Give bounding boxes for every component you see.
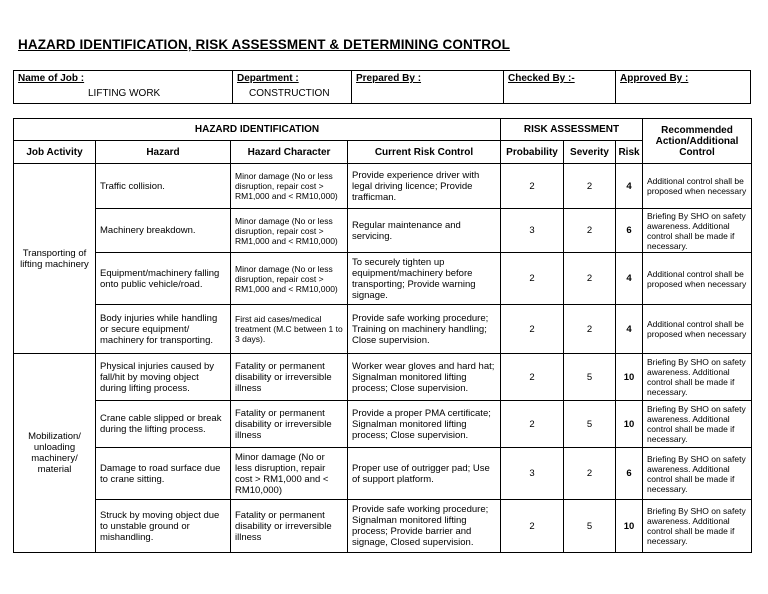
risk-control-cell: Provide a proper PMA certificate; Signalman monitored lifting process; Close supervision.	[348, 401, 501, 448]
risk-control-cell: Worker wear gloves and hard hat; Signalman monitored lifting process; Close supervision.	[348, 354, 501, 401]
severity-cell: 5	[564, 401, 616, 448]
severity-cell: 2	[564, 209, 616, 253]
probability-header: Probability	[501, 141, 564, 164]
prepared-by-cell	[352, 71, 504, 104]
department-cell	[233, 71, 352, 104]
recommended-cell: Additional control shall be proposed when necessary	[643, 253, 752, 305]
risk-control-cell: Provide safe working procedure; Signalman monitored lifting process; Provide barrier and signage, Closed supervision.	[348, 500, 501, 553]
name-of-job-label: Name of Job :	[18, 73, 85, 84]
current-risk-control-header: Current Risk Control	[348, 141, 501, 164]
recommended-cell: Briefing By SHO on safety awareness. Additional control shall be made if necessary.	[643, 354, 752, 401]
recommended-cell: Briefing By SHO on safety awareness. Additional control shall be made if necessary.	[643, 448, 752, 500]
hazard-cell: Traffic collision.	[96, 164, 231, 209]
probability-cell: 2	[501, 500, 564, 553]
hazard-cell: Physical injuries caused by fall/hit by moving object during lifting process.	[96, 354, 231, 401]
hazard-cell: Body injuries while handling or secure equipment/ machinery for transporting.	[96, 305, 231, 354]
risk-control-cell: To securely tighten up equipment/machinery before transporting; Provide warning signage.	[348, 253, 501, 305]
probability-cell: 2	[501, 354, 564, 401]
page-title: HAZARD IDENTIFICATION, RISK ASSESSMENT & DETERMINING CONTROL	[18, 37, 510, 52]
hazard-character-cell: Fatality or permanent disability or irreversible illness	[231, 401, 348, 448]
risk-cell: 4	[616, 253, 643, 305]
department-label: Department :	[237, 73, 299, 84]
hazard-character-cell: Fatality or permanent disability or irreversible illness	[231, 500, 348, 553]
hazard-identification-header: HAZARD IDENTIFICATION	[14, 119, 501, 141]
hazard-character-cell: Fatality or permanent disability or irreversible illness	[231, 354, 348, 401]
name-of-job-cell	[14, 71, 233, 104]
hazard-character-header: Hazard Character	[231, 141, 348, 164]
severity-cell: 2	[564, 164, 616, 209]
severity-cell: 2	[564, 305, 616, 354]
hazard-cell: Machinery breakdown.	[96, 209, 231, 253]
risk-control-cell: Provide safe working procedure; Training on machinery handling; Close supervision.	[348, 305, 501, 354]
severity-header: Severity	[564, 141, 616, 164]
recommended-cell: Briefing By SHO on safety awareness. Additional control shall be made if necessary.	[643, 500, 752, 553]
table-row	[14, 500, 752, 553]
risk-cell: 10	[616, 354, 643, 401]
prepared-by-label: Prepared By :	[356, 73, 422, 84]
checked-by-cell	[504, 71, 616, 104]
approved-by-label: Approved By :	[620, 73, 689, 84]
table-row	[14, 164, 752, 209]
job-activity-cell: Mobilization/ unloading machinery/ material	[14, 354, 96, 553]
severity-cell: 2	[564, 253, 616, 305]
risk-assessment-header: RISK ASSESSMENT	[501, 119, 643, 141]
risk-cell: 10	[616, 401, 643, 448]
severity-cell: 2	[564, 448, 616, 500]
table-row	[14, 305, 752, 354]
risk-header: Risk	[616, 141, 643, 164]
severity-cell: 5	[564, 500, 616, 553]
name-of-job-value: LIFTING WORK	[88, 88, 161, 99]
hazard-cell: Struck by moving object due to unstable ground or mishandling.	[96, 500, 231, 553]
risk-control-cell: Proper use of outrigger pad; Use of support platform.	[348, 448, 501, 500]
risk-cell: 4	[616, 164, 643, 209]
table-row	[14, 209, 752, 253]
probability-cell: 2	[501, 305, 564, 354]
hazard-character-cell: Minor damage (No or less disruption, repair cost > RM1,000 and < RM10,000)	[231, 253, 348, 305]
probability-cell: 2	[501, 253, 564, 305]
risk-cell: 6	[616, 209, 643, 253]
hazard-character-cell: First aid cases/medical treatment (M.C between 1 to 3 days).	[231, 305, 348, 354]
risk-cell: 4	[616, 305, 643, 354]
hazard-cell: Damage to road surface due to crane sitting.	[96, 448, 231, 500]
department-value: CONSTRUCTION	[249, 88, 330, 99]
hazard-character-cell: Minor damage (No or less disruption, repair cost > RM1,000 and < RM10,000)	[231, 209, 348, 253]
hazard-cell: Crane cable slipped or break during the lifting process.	[96, 401, 231, 448]
probability-cell: 2	[501, 401, 564, 448]
severity-cell: 5	[564, 354, 616, 401]
recommended-cell: Briefing By SHO on safety awareness. Additional control shall be made if necessary.	[643, 209, 752, 253]
table-row	[14, 401, 752, 448]
job-info-table	[13, 70, 751, 104]
approved-by-cell	[616, 71, 751, 104]
recommended-cell: Briefing By SHO on safety awareness. Additional control shall be made if necessary.	[643, 401, 752, 448]
hazard-table	[13, 118, 752, 553]
hazard-cell: Equipment/machinery falling onto public vehicle/road.	[96, 253, 231, 305]
job-activity-header: Job Activity	[14, 141, 96, 164]
probability-cell: 3	[501, 448, 564, 500]
hazard-character-cell: Minor damage (No or less disruption, repair cost > RM1,000 and < RM10,000)	[231, 448, 348, 500]
table-row	[14, 354, 752, 401]
risk-cell: 6	[616, 448, 643, 500]
probability-cell: 3	[501, 209, 564, 253]
hazard-character-cell: Minor damage (No or less disruption, repair cost > RM1,000 and < RM10,000)	[231, 164, 348, 209]
recommended-header: Recommended Action/Additional Control	[643, 119, 752, 164]
risk-cell: 10	[616, 500, 643, 553]
risk-control-cell: Regular maintenance and servicing.	[348, 209, 501, 253]
risk-control-cell: Provide experience driver with legal driving licence; Provide trafficman.	[348, 164, 501, 209]
hazard-header: Hazard	[96, 141, 231, 164]
table-row	[14, 253, 752, 305]
recommended-cell: Additional control shall be proposed when necessary	[643, 164, 752, 209]
job-activity-cell: Transporting of lifting machinery	[14, 164, 96, 354]
table-row	[14, 448, 752, 500]
probability-cell: 2	[501, 164, 564, 209]
checked-by-label: Checked By :-	[508, 73, 575, 84]
recommended-cell: Additional control shall be proposed when necessary	[643, 305, 752, 354]
